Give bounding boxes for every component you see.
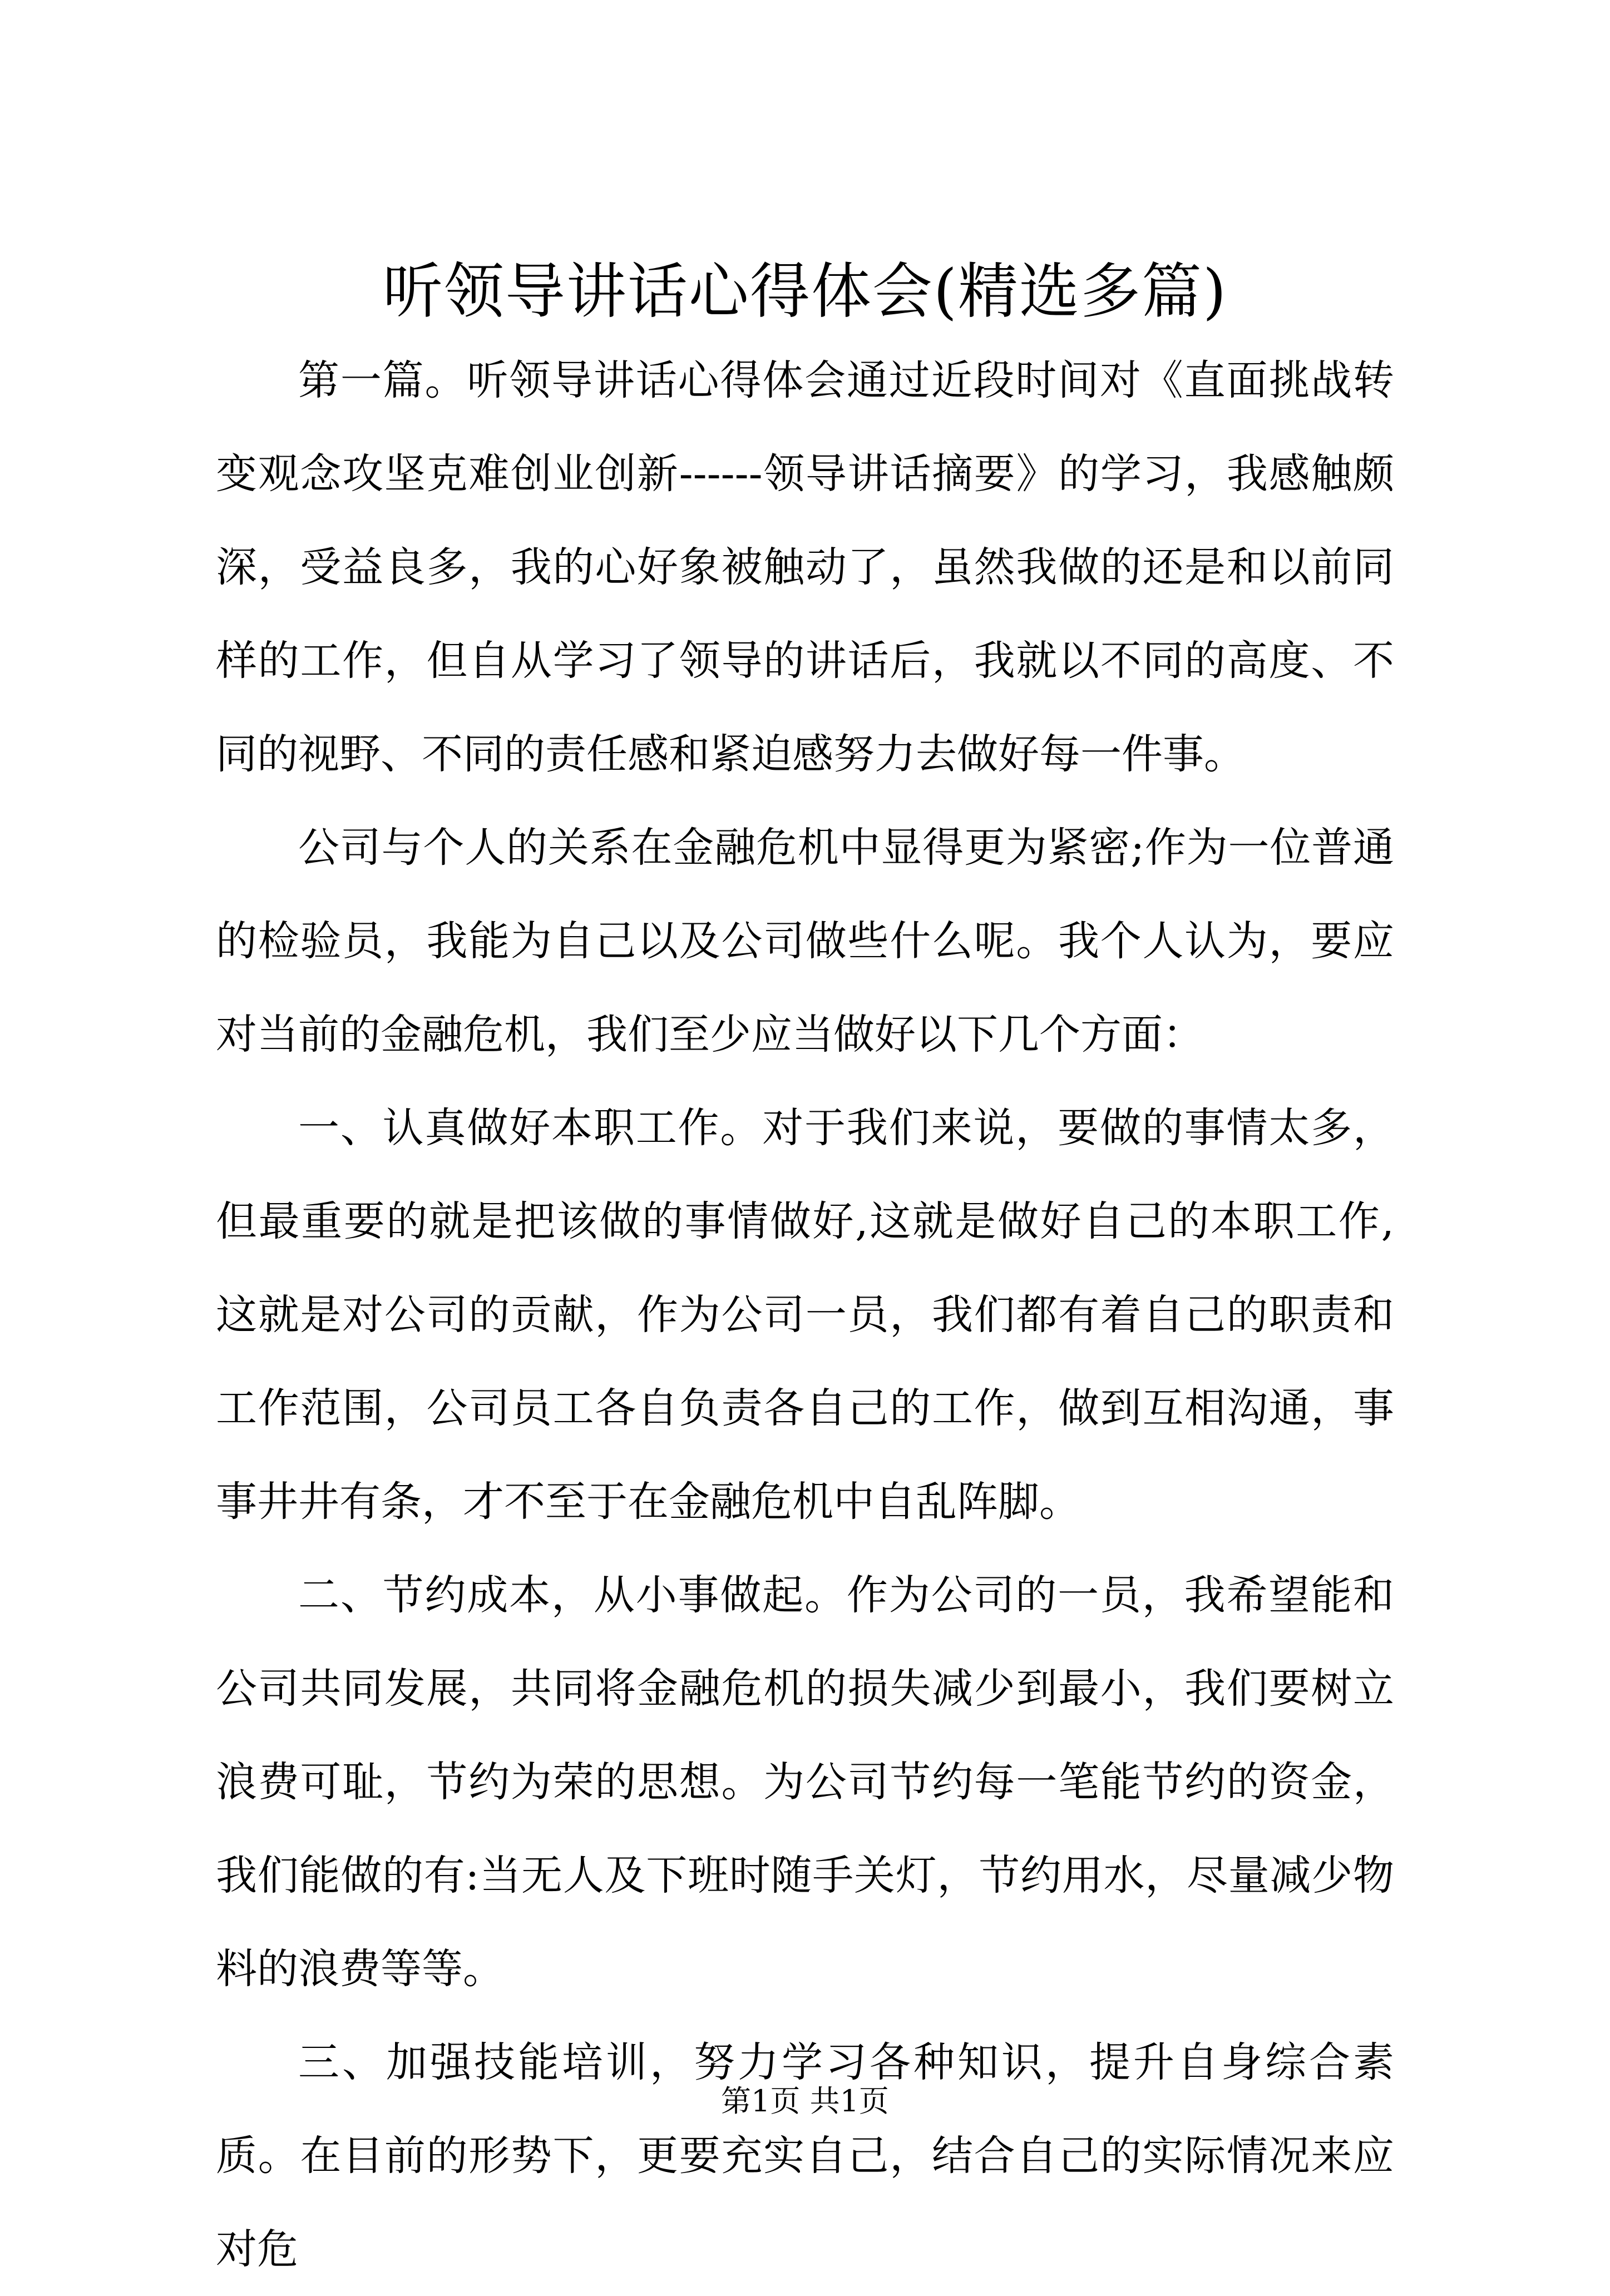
document-body <box>216 334 1394 2296</box>
paragraph-4: 二、节约成本，从小事做起。作为公司的一员，我希望能和公司共同发展，共同将金融危机的损失减少到最小，我们要树立浪费可耻，节约为荣的思想。为公司节约每一笔能节约的资金，我们能做的有:当无人及下班时随手关灯，节约用水，尽量减少物料的浪费等等。 <box>216 1571 1394 1993</box>
paragraph-1: 第一篇。听领导讲话心得体会通过近段时间对《直面挑战转变观念攻坚克难创业创新------领导讲话摘要》的学习，我感触颇深，受益良多，我的心好象被触动了，虽然我做的还是和以前同样的工作，但自从学习了领导的讲话后，我就以不同的高度、不同的视野、不同的责任感和紧迫感努力去做好每一件事。 <box>216 357 1394 778</box>
document-title: 听领导讲话心得体会(精选多篇) <box>382 257 1228 326</box>
paragraph-3: 一、认真做好本职工作。对于我们来说，要做的事情太多，但最重要的就是把该做的事情做好,这就是做好自己的本职工作,这就是对公司的贡献，作为公司一员，我们都有着自己的职责和工作范围，公司员工各自负责各自己的工作，做到互相沟通，事事井井有条，才不至于在金融危机中自乱阵脚。 <box>216 1104 1394 1526</box>
page-number-footer: 第1页 共1页 <box>721 2084 889 2119</box>
paragraph-5: 三、加强技能培训，努力学习各种知识，提升自身综合素质。在目前的形势下，更要充实自己，结合自己的实际情况来应对危 <box>216 2038 1394 2273</box>
paragraph-2: 公司与个人的关系在金融危机中显得更为紧密;作为一位普通的检验员，我能为自己以及公司做些什么呢。我个人认为，要应对当前的金融危机，我们至少应当做好以下几个方面： <box>216 824 1394 1058</box>
